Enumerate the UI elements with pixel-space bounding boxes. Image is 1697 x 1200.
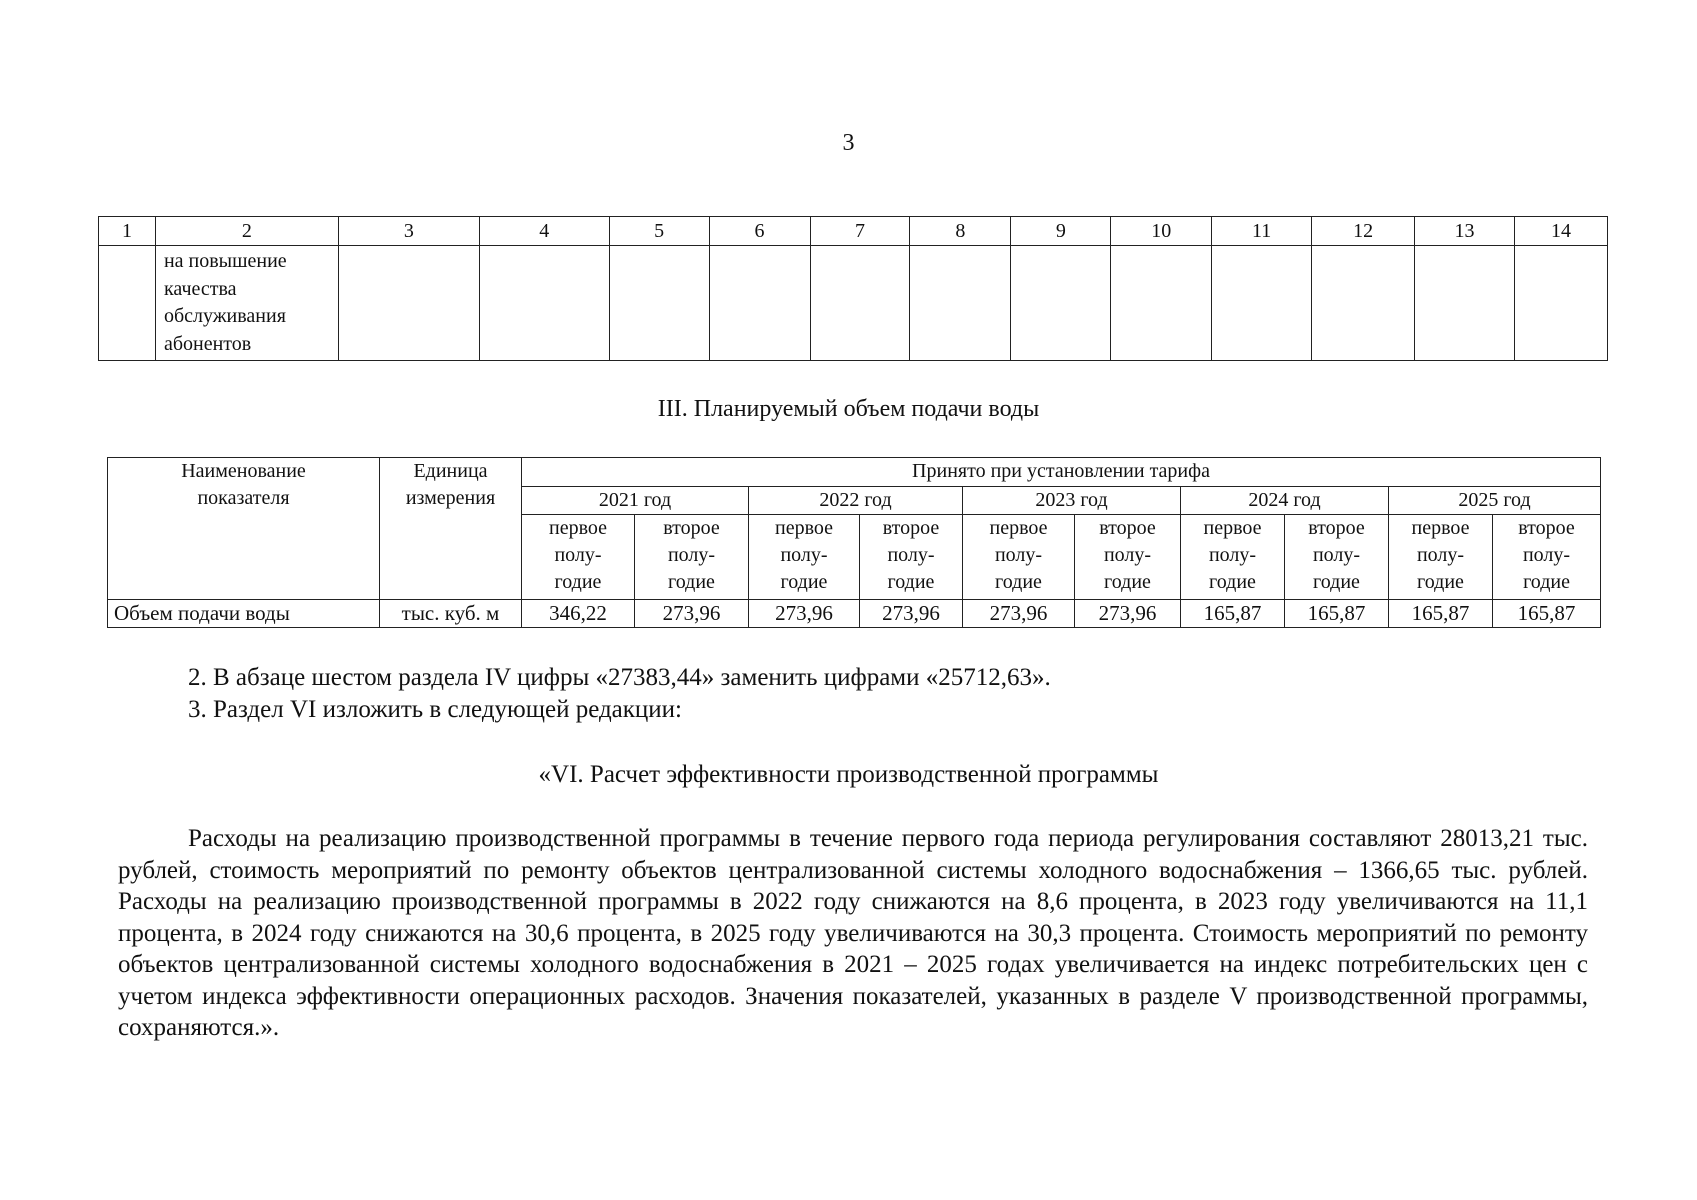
col-number: 2 (155, 217, 338, 246)
year-header: 2023 год (963, 487, 1181, 515)
row-unit: тыс. куб. м (380, 600, 522, 628)
col-indicator-name: Наименование показателя (108, 458, 380, 600)
col-number: 6 (709, 217, 810, 246)
first-half-header: первое полу- годие (1181, 515, 1285, 600)
year-header: 2022 год (749, 487, 963, 515)
value-cell: 165,87 (1285, 600, 1389, 628)
second-half-header: второе полу- годие (635, 515, 749, 600)
col-number: 9 (1011, 217, 1111, 246)
second-half-header: второе полу- годие (1075, 515, 1181, 600)
col-number: 5 (609, 217, 709, 246)
section-heading: «VI. Расчет эффективности производственной программы (538, 761, 1159, 788)
page-number: 3 (842, 130, 855, 156)
table-row (108, 600, 1601, 628)
value-cell: 273,96 (1075, 600, 1181, 628)
table-row (99, 246, 1608, 361)
first-half-header: первое полу- годие (1389, 515, 1493, 600)
col-number: 1 (99, 217, 156, 246)
year-header: 2021 год (522, 487, 749, 515)
section-heading: III. Планируемый объем подачи воды (657, 396, 1040, 422)
col-number: 14 (1514, 217, 1607, 246)
first-half-header: первое полу- годие (749, 515, 860, 600)
row-name: Объем подачи воды (108, 600, 380, 628)
col-number: 10 (1111, 217, 1212, 246)
col-number: 7 (810, 217, 910, 246)
second-half-header: второе полу- годие (1285, 515, 1389, 600)
continuation-table (98, 216, 1608, 361)
value-cell: 165,87 (1493, 600, 1601, 628)
value-cell: 273,96 (635, 600, 749, 628)
value-cell: 273,96 (749, 600, 860, 628)
water-volume-table (107, 457, 1601, 628)
amendment-item-3: 3. Раздел VI изложить в следующей редакции: (188, 696, 683, 723)
col-number: 13 (1415, 217, 1515, 246)
body-paragraph: Расходы на реализацию производственной программы в течение первого года периода регулирования составляют 28013,21 тыс. рублей, стоимость мероприятий по ремонту объектов централизованной системы холодного водоснабжения – 1366,65 тыс. рублей. Расходы на реализацию производственной программы в 2022 году снижаются на 8,6 процента, в 2023 году увеличиваются на 11,1 процента, в 2024 году снижаются на 30,6 процента, в 2025 году увеличиваются на 30,3 процента. Стоимость мероприятий по ремонту объектов централизованной системы холодного водоснабжения в 2021 – 2025 годах увеличивается на индекс потребительских цен с учетом индекса эффективности операционных расходов. Значения показателей, указанных в разделе V производственной программы, сохраняются.». (118, 825, 1588, 1041)
col-unit: Единица измерения (380, 458, 522, 600)
second-half-header: второе полу- годие (1493, 515, 1601, 600)
col-number: 11 (1212, 217, 1312, 246)
value-cell: 165,87 (1181, 600, 1285, 628)
year-header: 2025 год (1389, 487, 1601, 515)
col-number: 3 (338, 217, 479, 246)
table-header-row (99, 217, 1608, 246)
value-cell: 273,96 (860, 600, 963, 628)
value-cell: 346,22 (522, 600, 635, 628)
accepted-header: Принято при установлении тарифа (522, 458, 1601, 487)
row-description: на повышение качества обслуживания абонентов (155, 246, 338, 361)
value-cell: 273,96 (963, 600, 1075, 628)
col-number: 4 (479, 217, 609, 246)
second-half-header: второе полу- годие (860, 515, 963, 600)
col-number: 8 (910, 217, 1011, 246)
first-half-header: первое полу- годие (963, 515, 1075, 600)
value-cell: 165,87 (1389, 600, 1493, 628)
amendment-item-2: 2. В абзаце шестом раздела IV цифры «27383,44» заменить цифрами «25712,63». (188, 664, 1051, 691)
first-half-header: первое полу- годие (522, 515, 635, 600)
col-number: 12 (1312, 217, 1415, 246)
year-header: 2024 год (1181, 487, 1389, 515)
